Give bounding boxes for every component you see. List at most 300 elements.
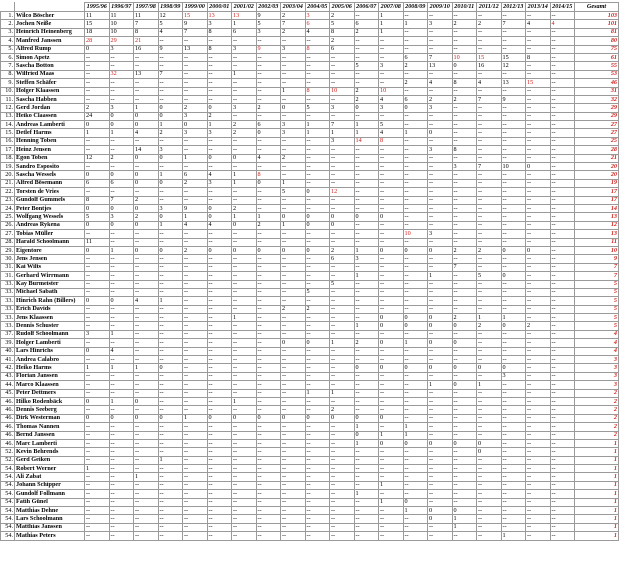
- table-row: [1, 255, 619, 263]
- season-value-cell: --: [354, 356, 379, 364]
- season-value-cell: --: [134, 288, 159, 296]
- season-value-cell: 0: [526, 163, 551, 171]
- season-value-cell: --: [354, 288, 379, 296]
- season-value-cell: 6: [330, 45, 355, 53]
- player-name-cell: Hilko Rodenbäck: [15, 397, 85, 405]
- season-value-cell: 16: [477, 62, 502, 70]
- total-cell: 1: [575, 465, 619, 473]
- season-value-cell: --: [183, 347, 208, 355]
- season-value-cell: --: [550, 507, 575, 515]
- rank-cell: 22.: [1, 188, 15, 196]
- season-value-cell: --: [281, 364, 306, 372]
- season-value-cell: 3: [428, 146, 453, 154]
- season-value-cell: 0: [158, 213, 183, 221]
- rank-cell: 46.: [1, 439, 15, 447]
- season-value-cell: 9: [256, 12, 281, 20]
- player-name-cell: Sascha Botton: [15, 62, 85, 70]
- season-value-cell: --: [305, 347, 330, 355]
- season-value-cell: 1: [354, 423, 379, 431]
- season-value-cell: --: [256, 146, 281, 154]
- season-value-cell: --: [109, 473, 134, 481]
- season-value-cell: --: [281, 423, 306, 431]
- season-header-row: [1, 3, 619, 12]
- season-value-cell: --: [403, 263, 428, 271]
- season-value-cell: 2: [134, 196, 159, 204]
- season-value-cell: 0: [109, 297, 134, 305]
- season-value-cell: --: [452, 272, 477, 280]
- season-value-cell: --: [85, 188, 110, 196]
- player-name-cell: Kevin Behrends: [15, 448, 85, 456]
- season-value-cell: --: [281, 465, 306, 473]
- season-value-cell: --: [305, 448, 330, 456]
- rank-cell: 13.: [1, 112, 15, 120]
- season-value-cell: 8: [207, 45, 232, 53]
- season-value-cell: --: [452, 473, 477, 481]
- season-value-cell: 0: [452, 364, 477, 372]
- season-value-cell: --: [232, 297, 257, 305]
- player-name-cell: Gundolf Follmann: [15, 490, 85, 498]
- season-value-cell: 1: [305, 121, 330, 129]
- season-value-cell: --: [330, 330, 355, 338]
- player-name-cell: Egon Toben: [15, 154, 85, 162]
- season-value-cell: --: [452, 490, 477, 498]
- season-value-cell: --: [85, 498, 110, 506]
- season-value-cell: --: [85, 372, 110, 380]
- season-value-cell: 0: [281, 339, 306, 347]
- total-cell: 1: [575, 456, 619, 464]
- season-value-cell: --: [183, 439, 208, 447]
- season-value-cell: --: [330, 498, 355, 506]
- season-value-cell: --: [330, 263, 355, 271]
- season-value-cell: --: [477, 70, 502, 78]
- season-value-cell: --: [207, 481, 232, 489]
- season-value-cell: 0: [330, 414, 355, 422]
- season-value-cell: --: [379, 196, 404, 204]
- season-value-cell: --: [158, 465, 183, 473]
- season-value-cell: 0: [379, 246, 404, 254]
- season-value-cell: --: [207, 238, 232, 246]
- total-cell: 5: [575, 288, 619, 296]
- season-value-cell: 0: [109, 204, 134, 212]
- season-value-cell: --: [403, 70, 428, 78]
- season-value-cell: --: [134, 389, 159, 397]
- season-value-cell: 12: [85, 154, 110, 162]
- season-value-cell: 11: [85, 238, 110, 246]
- season-value-cell: --: [281, 288, 306, 296]
- season-value-cell: 3: [501, 372, 526, 380]
- season-value-cell: 0: [354, 364, 379, 372]
- season-value-cell: --: [379, 238, 404, 246]
- season-value-cell: --: [134, 381, 159, 389]
- season-value-cell: --: [526, 255, 551, 263]
- season-value-cell: 2: [256, 104, 281, 112]
- table-row: [1, 305, 619, 313]
- season-value-cell: --: [330, 431, 355, 439]
- season-value-cell: --: [134, 280, 159, 288]
- season-value-cell: --: [207, 431, 232, 439]
- season-value-cell: 1: [428, 381, 453, 389]
- season-value-cell: --: [232, 532, 257, 540]
- table-row: [1, 507, 619, 515]
- season-value-cell: --: [158, 53, 183, 61]
- season-value-cell: --: [281, 272, 306, 280]
- player-name-cell: Matthias Janssen: [15, 523, 85, 531]
- season-value-cell: --: [109, 448, 134, 456]
- season-value-cell: --: [85, 532, 110, 540]
- total-cell: 75: [575, 45, 619, 53]
- season-value-cell: --: [379, 272, 404, 280]
- season-value-cell: --: [281, 95, 306, 103]
- season-value-cell: --: [526, 137, 551, 145]
- player-name-cell: Fatih Günel: [15, 498, 85, 506]
- season-value-cell: --: [281, 448, 306, 456]
- table-row: [1, 523, 619, 531]
- season-value-cell: --: [501, 481, 526, 489]
- season-value-cell: --: [256, 163, 281, 171]
- season-value-cell: 1: [85, 465, 110, 473]
- season-value-cell: --: [526, 87, 551, 95]
- rank-cell: 30.: [1, 255, 15, 263]
- season-value-cell: --: [183, 515, 208, 523]
- season-value-cell: --: [501, 507, 526, 515]
- season-value-cell: --: [477, 490, 502, 498]
- season-value-cell: 7: [281, 20, 306, 28]
- season-value-cell: --: [501, 448, 526, 456]
- season-value-cell: --: [305, 439, 330, 447]
- season-value-cell: --: [550, 414, 575, 422]
- rank-cell: 52.: [1, 456, 15, 464]
- table-row: [1, 12, 619, 20]
- season-value-cell: 0: [207, 246, 232, 254]
- season-value-cell: --: [354, 397, 379, 405]
- season-value-cell: --: [232, 347, 257, 355]
- season-value-cell: --: [109, 523, 134, 531]
- season-value-cell: --: [232, 356, 257, 364]
- season-value-cell: --: [305, 397, 330, 405]
- season-value-cell: --: [550, 481, 575, 489]
- season-value-cell: --: [207, 397, 232, 405]
- season-value-cell: 0: [85, 414, 110, 422]
- table-row: [1, 171, 619, 179]
- season-value-cell: 5: [85, 213, 110, 221]
- season-value-cell: --: [305, 95, 330, 103]
- season-value-cell: --: [109, 79, 134, 87]
- season-value-cell: 3: [85, 330, 110, 338]
- table-row: [1, 322, 619, 330]
- season-value-cell: --: [256, 532, 281, 540]
- season-value-cell: --: [330, 70, 355, 78]
- season-value-cell: 0: [501, 246, 526, 254]
- season-header: 2005/06: [330, 3, 355, 12]
- season-value-cell: 1: [403, 339, 428, 347]
- season-value-cell: --: [477, 414, 502, 422]
- season-value-cell: --: [526, 456, 551, 464]
- season-value-cell: --: [232, 515, 257, 523]
- season-header: 2002/03: [256, 3, 281, 12]
- season-value-cell: --: [183, 372, 208, 380]
- season-value-cell: --: [256, 322, 281, 330]
- season-value-cell: --: [232, 389, 257, 397]
- season-value-cell: --: [158, 515, 183, 523]
- season-value-cell: --: [428, 154, 453, 162]
- season-header: 2000/01: [207, 3, 232, 12]
- season-value-cell: 3: [330, 104, 355, 112]
- season-value-cell: 2: [452, 314, 477, 322]
- total-cell: 19: [575, 179, 619, 187]
- player-name-cell: Sandro Esposito: [15, 163, 85, 171]
- season-value-cell: --: [158, 188, 183, 196]
- season-value-cell: 2: [134, 213, 159, 221]
- season-value-cell: --: [526, 280, 551, 288]
- season-value-cell: --: [207, 95, 232, 103]
- player-name-cell: Bernd Janssen: [15, 431, 85, 439]
- table-row: [1, 20, 619, 28]
- season-value-cell: 7: [158, 70, 183, 78]
- season-value-cell: --: [501, 356, 526, 364]
- season-value-cell: 3: [281, 45, 306, 53]
- season-value-cell: --: [281, 389, 306, 397]
- season-value-cell: 4: [550, 20, 575, 28]
- season-value-cell: --: [305, 179, 330, 187]
- season-value-cell: 0: [428, 314, 453, 322]
- season-value-cell: --: [281, 381, 306, 389]
- season-value-cell: 2: [85, 104, 110, 112]
- season-value-cell: 1: [281, 221, 306, 229]
- season-value-cell: --: [526, 364, 551, 372]
- season-value-cell: --: [85, 230, 110, 238]
- season-value-cell: --: [354, 154, 379, 162]
- season-value-cell: 1: [232, 70, 257, 78]
- season-value-cell: --: [281, 431, 306, 439]
- season-value-cell: --: [428, 330, 453, 338]
- season-value-cell: --: [550, 204, 575, 212]
- season-value-cell: --: [134, 305, 159, 313]
- season-value-cell: 2: [354, 339, 379, 347]
- season-value-cell: 2: [452, 95, 477, 103]
- season-value-cell: --: [232, 439, 257, 447]
- season-value-cell: --: [550, 238, 575, 246]
- total-cell: 5: [575, 280, 619, 288]
- season-value-cell: --: [183, 473, 208, 481]
- season-value-cell: --: [134, 465, 159, 473]
- season-value-cell: --: [85, 255, 110, 263]
- season-value-cell: --: [109, 439, 134, 447]
- season-value-cell: --: [134, 87, 159, 95]
- season-value-cell: 1: [158, 456, 183, 464]
- season-value-cell: 1: [158, 297, 183, 305]
- season-value-cell: 2: [305, 305, 330, 313]
- season-value-cell: 1: [379, 498, 404, 506]
- season-value-cell: --: [256, 515, 281, 523]
- season-value-cell: --: [305, 431, 330, 439]
- season-value-cell: --: [256, 314, 281, 322]
- season-value-cell: 1: [428, 272, 453, 280]
- season-value-cell: 0: [428, 515, 453, 523]
- season-value-cell: 0: [134, 171, 159, 179]
- rank-cell: 1.: [1, 12, 15, 20]
- season-value-cell: --: [183, 37, 208, 45]
- season-value-cell: --: [281, 297, 306, 305]
- season-value-cell: --: [305, 163, 330, 171]
- season-header: 1999/00: [183, 3, 208, 12]
- season-value-cell: --: [550, 532, 575, 540]
- season-value-cell: 0: [256, 246, 281, 254]
- season-value-cell: --: [379, 448, 404, 456]
- season-value-cell: --: [85, 456, 110, 464]
- season-value-cell: --: [501, 414, 526, 422]
- season-value-cell: 1: [85, 129, 110, 137]
- season-value-cell: --: [354, 196, 379, 204]
- season-value-cell: --: [109, 372, 134, 380]
- season-value-cell: 3: [232, 45, 257, 53]
- season-value-cell: --: [232, 406, 257, 414]
- season-value-cell: 0: [452, 62, 477, 70]
- season-value-cell: --: [526, 431, 551, 439]
- season-value-cell: --: [134, 263, 159, 271]
- rank-cell: 4.: [1, 37, 15, 45]
- season-value-cell: 12: [158, 12, 183, 20]
- season-value-cell: --: [550, 188, 575, 196]
- table-row: [1, 532, 619, 540]
- season-value-cell: --: [526, 397, 551, 405]
- season-value-cell: --: [305, 381, 330, 389]
- rank-cell: 33.: [1, 297, 15, 305]
- season-value-cell: 0: [428, 129, 453, 137]
- season-value-cell: 0: [256, 179, 281, 187]
- season-value-cell: --: [452, 238, 477, 246]
- season-value-cell: --: [379, 280, 404, 288]
- season-value-cell: --: [354, 523, 379, 531]
- season-value-cell: --: [501, 70, 526, 78]
- season-value-cell: --: [403, 448, 428, 456]
- season-value-cell: --: [256, 356, 281, 364]
- total-cell: 2: [575, 406, 619, 414]
- season-value-cell: --: [109, 389, 134, 397]
- season-value-cell: 0: [85, 297, 110, 305]
- season-value-cell: --: [477, 28, 502, 36]
- season-value-cell: --: [452, 456, 477, 464]
- player-name-cell: Wilco Böscher: [15, 12, 85, 20]
- season-value-cell: --: [330, 179, 355, 187]
- season-value-cell: --: [550, 288, 575, 296]
- season-value-cell: --: [501, 280, 526, 288]
- season-value-cell: --: [207, 163, 232, 171]
- season-value-cell: --: [256, 79, 281, 87]
- season-value-cell: --: [330, 507, 355, 515]
- season-value-cell: 0: [134, 154, 159, 162]
- season-value-cell: --: [183, 188, 208, 196]
- season-value-cell: --: [330, 456, 355, 464]
- season-value-cell: --: [526, 448, 551, 456]
- player-name-cell: Heiko Harms: [15, 364, 85, 372]
- season-value-cell: --: [526, 112, 551, 120]
- player-name-cell: Peter Dettmers: [15, 389, 85, 397]
- season-value-cell: --: [281, 507, 306, 515]
- season-value-cell: --: [526, 339, 551, 347]
- total-cell: 4: [575, 347, 619, 355]
- season-value-cell: --: [550, 381, 575, 389]
- season-value-cell: --: [134, 330, 159, 338]
- season-value-cell: --: [183, 397, 208, 405]
- season-value-cell: --: [354, 330, 379, 338]
- season-value-cell: 0: [85, 221, 110, 229]
- rank-cell: 7.: [1, 62, 15, 70]
- season-value-cell: --: [256, 448, 281, 456]
- rank-cell: 33.: [1, 314, 15, 322]
- rank-cell: 24.: [1, 204, 15, 212]
- season-value-cell: 7: [134, 20, 159, 28]
- season-value-cell: --: [158, 79, 183, 87]
- season-value-cell: --: [330, 95, 355, 103]
- season-value-cell: 0: [403, 364, 428, 372]
- season-value-cell: 9: [158, 45, 183, 53]
- season-value-cell: --: [256, 507, 281, 515]
- season-value-cell: 8: [452, 146, 477, 154]
- season-value-cell: --: [501, 230, 526, 238]
- season-value-cell: --: [109, 356, 134, 364]
- season-value-cell: --: [158, 263, 183, 271]
- season-value-cell: 2: [354, 87, 379, 95]
- season-value-cell: --: [330, 532, 355, 540]
- season-value-cell: --: [428, 204, 453, 212]
- season-value-cell: --: [281, 515, 306, 523]
- season-value-cell: 0: [379, 322, 404, 330]
- season-value-cell: --: [134, 523, 159, 531]
- player-name-cell: Heinrich Heinenberg: [15, 28, 85, 36]
- season-header: 2008/09: [403, 3, 428, 12]
- total-cell: 7: [575, 272, 619, 280]
- season-value-cell: 0: [134, 204, 159, 212]
- season-value-cell: --: [256, 297, 281, 305]
- season-value-cell: 0: [330, 221, 355, 229]
- season-header: 2010/11: [452, 3, 477, 12]
- season-value-cell: --: [281, 79, 306, 87]
- season-value-cell: --: [501, 347, 526, 355]
- rank-cell: 16.: [1, 137, 15, 145]
- season-value-cell: --: [183, 498, 208, 506]
- table-row: [1, 53, 619, 61]
- season-value-cell: --: [134, 322, 159, 330]
- season-value-cell: --: [501, 129, 526, 137]
- rank-cell: 52.: [1, 448, 15, 456]
- table-row: [1, 280, 619, 288]
- season-value-cell: --: [550, 372, 575, 380]
- season-value-cell: --: [526, 347, 551, 355]
- rank-cell: 41.: [1, 356, 15, 364]
- season-value-cell: --: [452, 414, 477, 422]
- season-value-cell: --: [281, 255, 306, 263]
- season-value-cell: 0: [403, 104, 428, 112]
- rank-cell: 33.: [1, 280, 15, 288]
- season-value-cell: --: [526, 490, 551, 498]
- season-value-cell: --: [232, 364, 257, 372]
- season-value-cell: --: [550, 406, 575, 414]
- player-name-cell: Detlef Harms: [15, 129, 85, 137]
- season-value-cell: --: [452, 406, 477, 414]
- season-value-cell: --: [477, 288, 502, 296]
- rank-cell: 54.: [1, 490, 15, 498]
- season-value-cell: --: [452, 129, 477, 137]
- season-value-cell: --: [428, 12, 453, 20]
- table-row: [1, 439, 619, 447]
- season-value-cell: --: [379, 53, 404, 61]
- season-value-cell: --: [183, 305, 208, 313]
- season-value-cell: --: [134, 356, 159, 364]
- season-value-cell: --: [501, 213, 526, 221]
- season-value-cell: --: [256, 137, 281, 145]
- season-value-cell: 4: [109, 347, 134, 355]
- table-row: [1, 456, 619, 464]
